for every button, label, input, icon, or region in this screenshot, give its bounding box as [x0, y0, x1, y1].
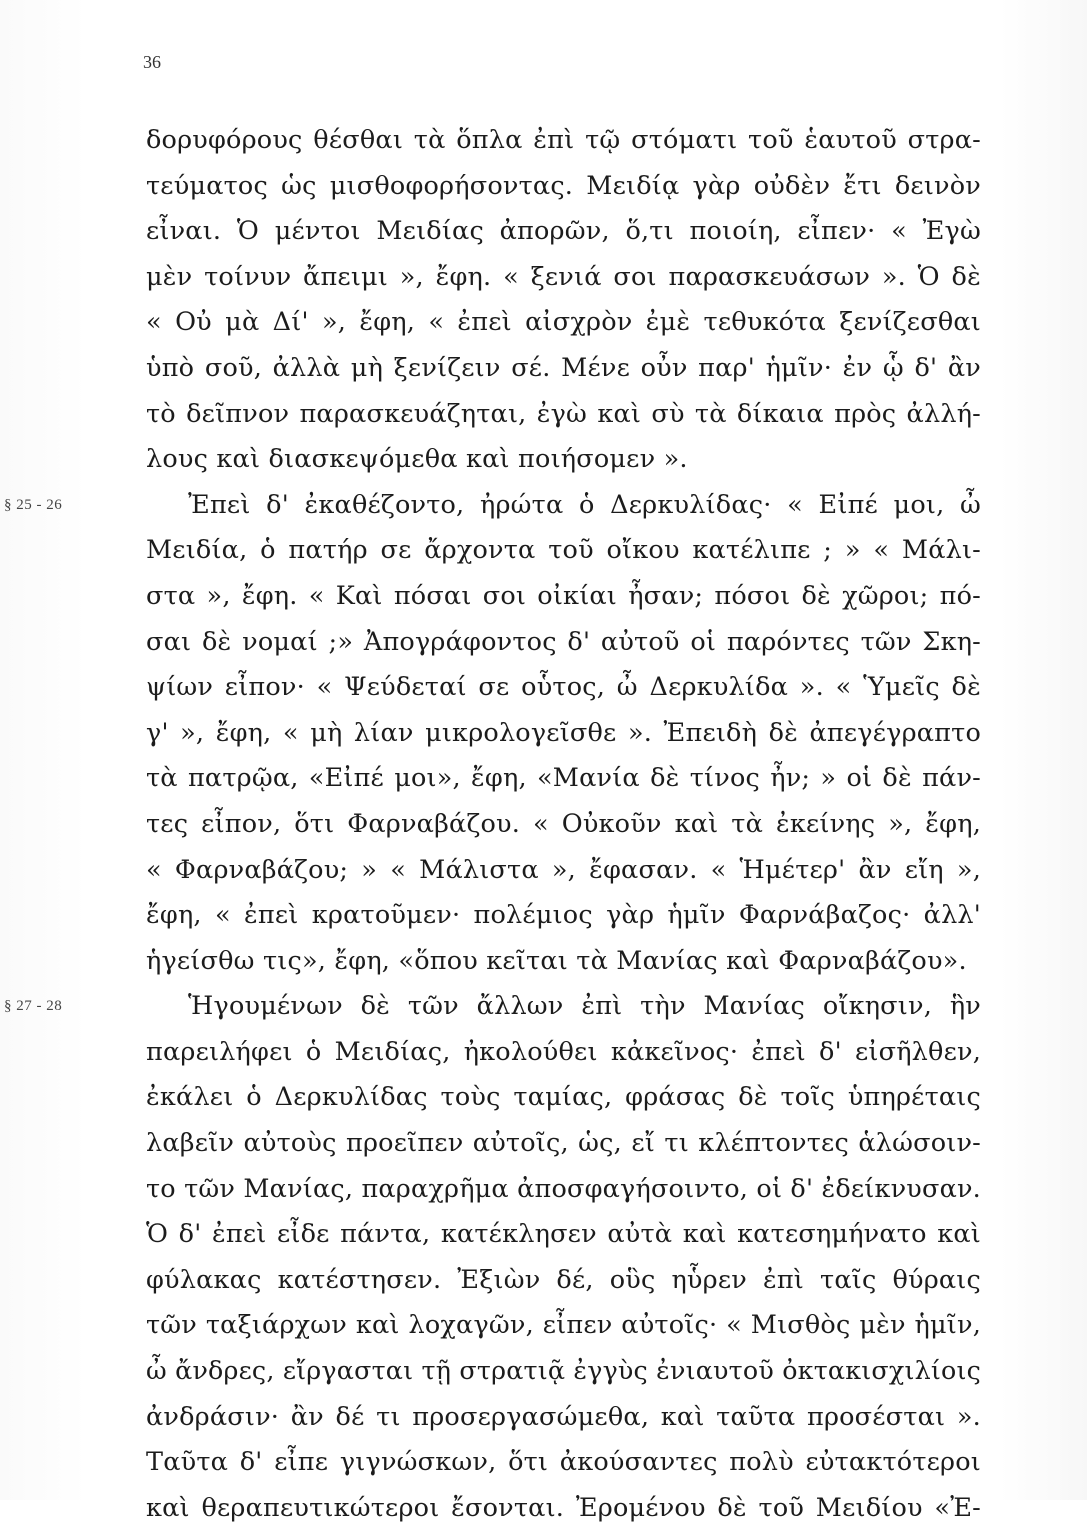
text-line [146, 392, 981, 438]
text-line [146, 893, 981, 939]
text-line [4, 483, 981, 529]
text-line [146, 1349, 981, 1395]
text-line [146, 1486, 981, 1531]
greek-text-body [4, 118, 982, 1531]
line-text: ἔφη, « ἐπεὶ κρατοῦμεν· πολέμιος γὰρ ἡμῖν Φαρνάβαζος· ἀλλ' [146, 900, 981, 931]
line-text: ἀνδράσιν· ἂν δέ τι προσεργασώμεθα, καὶ ταῦτα προσέσται ». [146, 1401, 981, 1432]
line-text: Ταῦτα δ' εἶπε γιγνώσκων, ὅτι ἀκούσαντες πολὺ εὐτακτότεροι [146, 1447, 981, 1478]
text-line [146, 848, 981, 894]
line-text: τῶν ταξιάρχων καὶ λοχαγῶν, εἶπεν αὐτοῖς· « Μισθὸς μὲν ἡμῖν, [146, 1310, 981, 1341]
line-text: γ' », ἔφη, « μὴ λίαν μικρολογεῖσθε ». Ἐπειδὴ δὲ ἀπεγέγραπτο [146, 717, 981, 748]
text-line [146, 1303, 981, 1349]
text-line [146, 711, 981, 757]
text-line [146, 437, 981, 483]
line-text: ἐκάλει ὁ Δερκυλίδας τοὺς ταμίας, φράσας δὲ τοῖς ὑπηρέταις [146, 1082, 981, 1113]
text-line [146, 665, 981, 711]
text-line [146, 1258, 981, 1304]
text-line [146, 164, 981, 210]
text-line [146, 939, 981, 985]
line-text: δορυφόρους θέσθαι τὰ ὅπλα ἐπὶ τῷ στόματι τοῦ ἑαυτοῦ στρα- [146, 125, 981, 155]
line-text: Μειδία, ὁ πατήρ σε ἄρχοντα τοῦ οἴκου κατέλιπε ; » « Μάλι- [146, 535, 981, 566]
text-line [146, 118, 981, 164]
line-text: λαβεῖν αὐτοὺς προεῖπεν αὐτοῖς, ὡς, εἴ τι κλέπτοντες ἁλώσοιν- [146, 1128, 981, 1159]
line-text: παρειλήφει ὁ Μειδίας, ἠκολούθει κἀκεῖνος· ἐπεὶ δ' εἰσῆλθεν, [146, 1036, 981, 1067]
line-text: τὸ δεῖπνον παρασκευάζηται, ἐγὼ καὶ σὺ τὰ δίκαια πρὸς ἀλλή- [146, 398, 981, 429]
text-line [146, 620, 981, 666]
section-reference: § 27 - 28 [4, 998, 63, 1015]
line-text: ἡγείσθω τις», ἔφη, «ὅπου κεῖται τὰ Μανίας καὶ Φαρναβάζου». [146, 945, 967, 976]
line-text: ψίων εἶπον· « Ψεύδεταί σε οὗτος, ὦ Δερκυλίδα ». « Ὑμεῖς δὲ [146, 672, 981, 703]
text-line [146, 528, 981, 574]
line-text: τὰ πατρῷα, «Εἰπέ μοι», ἔφη, «Μανία δὲ τίνος ἦν; » οἱ δὲ πάν- [146, 763, 981, 794]
text-line [146, 300, 981, 346]
line-text: εἶναι. Ὁ μέντοι Μειδίας ἀπορῶν, ὅ,τι ποιοίη, εἶπεν· « Ἐγὼ [146, 216, 981, 247]
text-line [146, 756, 981, 802]
line-text: ὑπὸ σοῦ, ἀλλὰ μὴ ξενίζειν σέ. Μένε οὖν παρ' ἡμῖν· ἐν ᾧ δ' ἂν [146, 352, 981, 383]
text-line [146, 1030, 981, 1076]
line-text: Ἡγουμένων δὲ τῶν ἄλλων ἐπὶ τὴν Μανίας οἴκησιν, ἣν [188, 991, 981, 1022]
text-line [146, 346, 981, 392]
text-line [146, 1440, 981, 1486]
line-text: « Φαρναβάζου; » « Μάλιστα », ἔφασαν. « Ἡμέτερ' ἂν εἴη », [146, 854, 981, 885]
line-text: λους καὶ διασκεψόμεθα καὶ ποιήσομεν ». [146, 444, 688, 475]
line-text: σαι δὲ νομαί ;» Ἀπογράφοντος δ' αὐτοῦ οἱ παρόντες τῶν Σκη- [146, 626, 981, 657]
text-line [146, 1075, 981, 1121]
line-text: τες εἶπον, ὅτι Φαρναβάζου. « Οὐκοῦν καὶ τὰ ἐκείνης », ἔφη, [146, 808, 981, 839]
text-line [146, 1167, 981, 1213]
text-line [146, 1395, 981, 1441]
text-line [146, 574, 981, 620]
line-text: ὦ ἄνδρες, εἴργασται τῇ στρατιᾷ ἐγγὺς ἐνιαυτοῦ ὀκτακισχιλίοις [146, 1356, 982, 1387]
page-number: 36 [143, 52, 161, 72]
text-line [146, 1121, 981, 1167]
line-text: Ὁ δ' ἐπεὶ εἶδε πάντα, κατέκλησεν αὐτὰ καὶ κατεσημήνατο καὶ [146, 1219, 981, 1250]
line-text: « Οὐ μὰ Δί' », ἔφη, « ἐπεὶ αἰσχρὸν ἐμὲ τεθυκότα ξενίζεσθαι [146, 307, 981, 338]
line-text: μὲν τοίνυν ἄπειμι », ἔφη. « ξενιά σοι παρασκευάσων ». Ὁ δὲ [146, 261, 981, 292]
text-line [146, 802, 981, 848]
text-line [146, 1212, 981, 1258]
line-text: φύλακας κατέστησεν. Ἐξιὼν δέ, οὓς ηὗρεν ἐπὶ ταῖς θύραις [146, 1264, 981, 1295]
line-text: τεύματος ὡς μισθοφορήσοντας. Μειδίᾳ γὰρ οὐδὲν ἔτι δεινὸν [146, 170, 981, 201]
text-line [146, 255, 981, 301]
line-text: το τῶν Μανίας, παραχρῆμα ἀποσφαγήσοιντο, οἱ δ' ἐδείκνυσαν. [146, 1173, 981, 1204]
line-text: στα », ἔφη. « Καὶ πόσαι σοι οἰκίαι ἦσαν; πόσοι δὲ χῶροι; πό- [146, 580, 981, 611]
section-reference: § 25 - 26 [4, 496, 63, 513]
text-line [4, 984, 981, 1030]
text-line [146, 209, 981, 255]
line-text: καὶ θεραπευτικώτεροι ἔσονται. Ἐρομένου δὲ τοῦ Μειδίου «Ἐ- [146, 1492, 981, 1523]
line-text: Ἐπεὶ δ' ἐκαθέζοντο, ἠρώτα ὁ Δερκυλίδας· « Εἰπέ μοι, ὦ [188, 489, 981, 520]
